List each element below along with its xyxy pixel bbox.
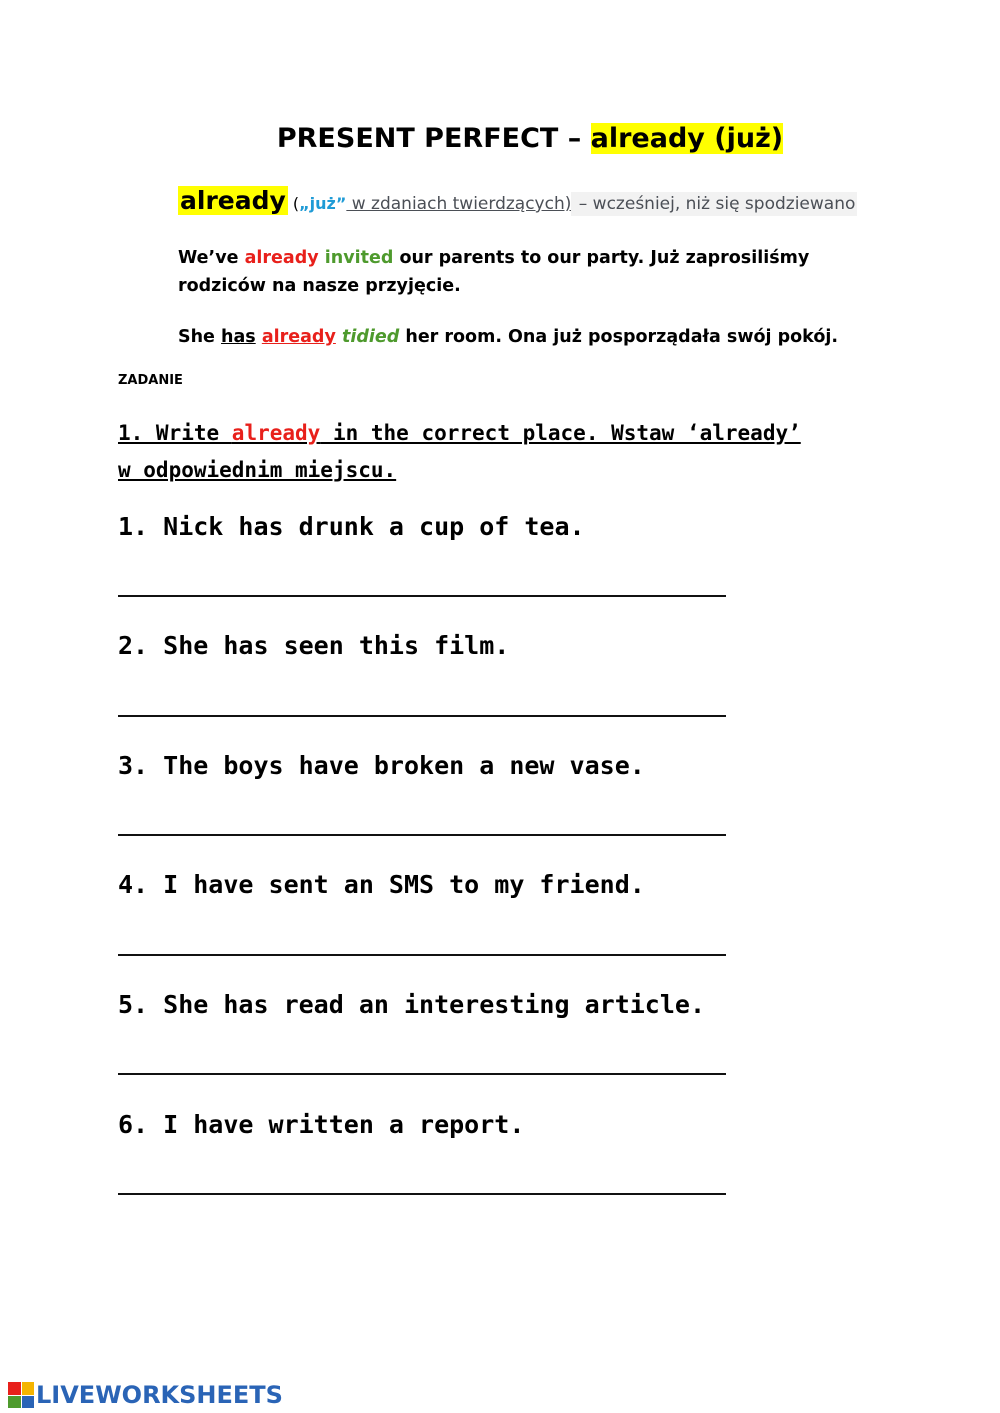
question-1: 1. Nick has drunk a cup of tea. [118, 512, 585, 541]
example-1-verb: invited [324, 248, 394, 268]
example-1-end: our parents to our party. Już zaprosiliśmy rodziców na nasze przyjęcie. [178, 248, 810, 296]
example-2-already: already [261, 327, 336, 347]
answer-line-3[interactable] [118, 834, 726, 836]
example-sentence-2 [178, 323, 838, 351]
example-sentence-1 [178, 244, 878, 300]
question-4: 4. I have sent an SMS to my friend. [118, 870, 645, 899]
example-2-start: She [178, 327, 222, 347]
definition-context: w zdaniach twierdzących) [346, 194, 572, 214]
answer-line-6[interactable] [118, 1193, 726, 1195]
footer-logo[interactable] [8, 1378, 283, 1412]
title-highlight: already (już) [590, 123, 784, 154]
question-5: 5. She has read an interesting article. [118, 990, 705, 1019]
section-label: ZADANIE [118, 373, 183, 388]
exercise-instruction [118, 415, 818, 489]
title-main: PRESENT PERFECT – [276, 123, 591, 154]
logo-text: LIVEWORKSHEETS [36, 1381, 283, 1409]
instruction-end: in the correct place. Wstaw ‘already’ w odpowiednim miejscu. [118, 421, 801, 482]
instruction-already: already [231, 421, 321, 445]
question-2: 2. She has seen this film. [118, 631, 510, 660]
example-1-already: already [244, 248, 319, 268]
definition-line [178, 182, 857, 220]
example-2-end: her room. Ona już posporządała swój pokój. [399, 327, 838, 347]
answer-line-1[interactable] [118, 595, 726, 597]
definition-open-paren: ( [287, 194, 300, 213]
example-2-verb: tidied [341, 327, 400, 347]
answer-line-4[interactable] [118, 954, 726, 956]
instruction-start: 1. Write [118, 421, 232, 445]
definition-quote: „już” [299, 194, 347, 213]
definition-word: already [180, 186, 286, 215]
question-6: 6. I have written a report. [118, 1110, 525, 1139]
example-1-start: We’ve [178, 248, 245, 268]
liveworksheets-logo-icon [8, 1382, 34, 1408]
definition-meaning: – wcześniej, niż się spodziewano [573, 194, 856, 214]
answer-line-2[interactable] [118, 715, 726, 717]
question-3: 3. The boys have broken a new vase. [118, 751, 645, 780]
answer-line-5[interactable] [118, 1073, 726, 1075]
example-2-has: has [221, 327, 256, 347]
page-title [0, 118, 1000, 160]
